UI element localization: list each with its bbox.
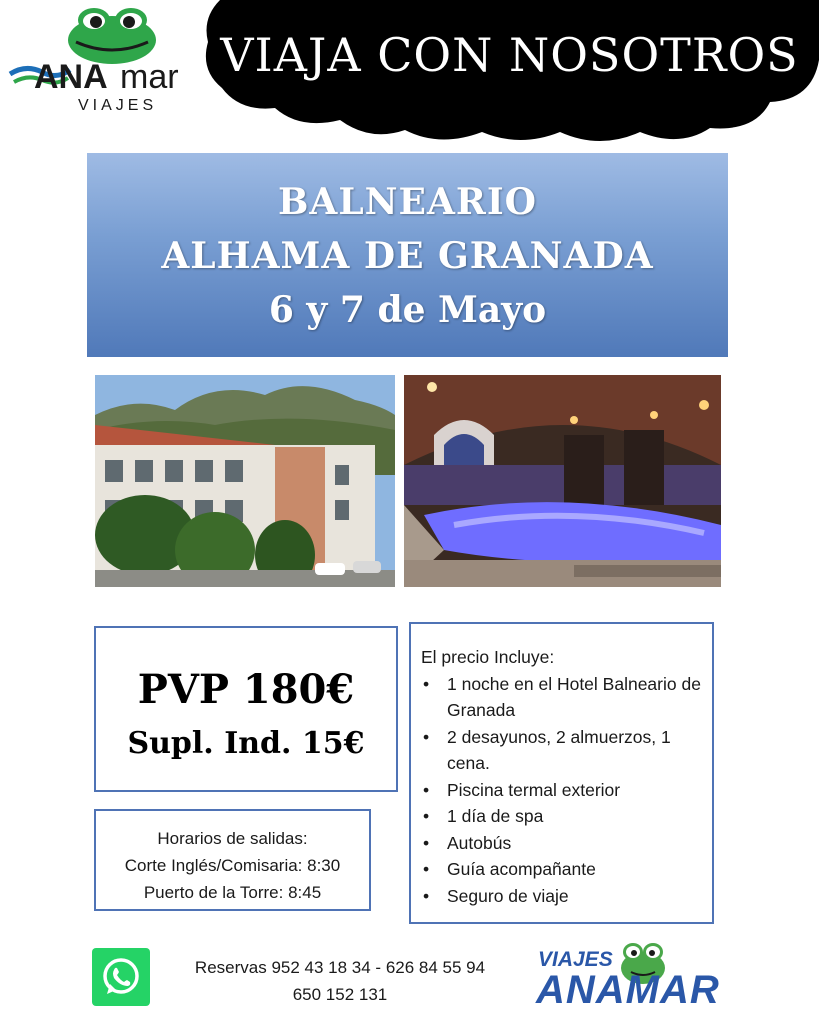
price-main: PVP 180€ xyxy=(137,666,355,713)
banner-line-3: 6 y 7 de Mayo xyxy=(268,289,547,331)
schedule-line-1: Corte Inglés/Comisaria: 8:30 xyxy=(124,856,341,875)
title-banner xyxy=(87,153,728,357)
brand-main-text: ANAMAR xyxy=(536,968,720,1012)
includes-box xyxy=(409,622,714,924)
schedule-line-2: Puerto de la Torre: 8:45 xyxy=(143,883,322,902)
svg-text:mar: mar xyxy=(120,58,179,96)
frog-logo-icon xyxy=(8,6,208,116)
hotel-exterior-photo xyxy=(95,375,395,587)
list-item: • Seguro de viaje xyxy=(421,883,704,910)
banner-line-1: BALNEARIO xyxy=(277,181,538,223)
anamar-logo xyxy=(8,6,208,116)
reservations-line-1: Reservas 952 43 18 34 - 626 84 55 94 xyxy=(194,958,486,977)
reservations-line-2: 650 152 131 xyxy=(292,985,388,1004)
price-supplement: Supl. Ind. 15€ xyxy=(127,726,365,761)
whatsapp-icon xyxy=(92,948,150,1006)
headline: VIAJA CON NOSOTROS xyxy=(220,28,799,82)
list-item: • 1 noche en el Hotel Balneario de Granada xyxy=(421,671,704,724)
list-item: • 2 desayunos, 2 almuerzos, 1 cena. xyxy=(421,724,704,777)
brand-top-text: VIAJES xyxy=(538,948,613,971)
includes-title: El precio Incluye: xyxy=(421,647,555,667)
schedule-box xyxy=(94,809,371,911)
banner-line-2: ALHAMA DE GRANADA xyxy=(161,235,654,277)
list-item: • Autobús xyxy=(421,830,704,857)
list-item: • Guía acompañante xyxy=(421,856,704,883)
reservations-info xyxy=(150,954,530,1008)
thermal-pool-photo xyxy=(404,375,721,587)
svg-text:VIAJES: VIAJES xyxy=(78,97,158,114)
includes-list xyxy=(421,671,704,910)
list-item: • Piscina termal exterior xyxy=(421,777,704,804)
svg-text:ANA: ANA xyxy=(34,58,108,96)
price-box xyxy=(94,626,398,792)
list-item: • 1 día de spa xyxy=(421,803,704,830)
schedule-title: Horarios de salidas: xyxy=(157,829,308,848)
